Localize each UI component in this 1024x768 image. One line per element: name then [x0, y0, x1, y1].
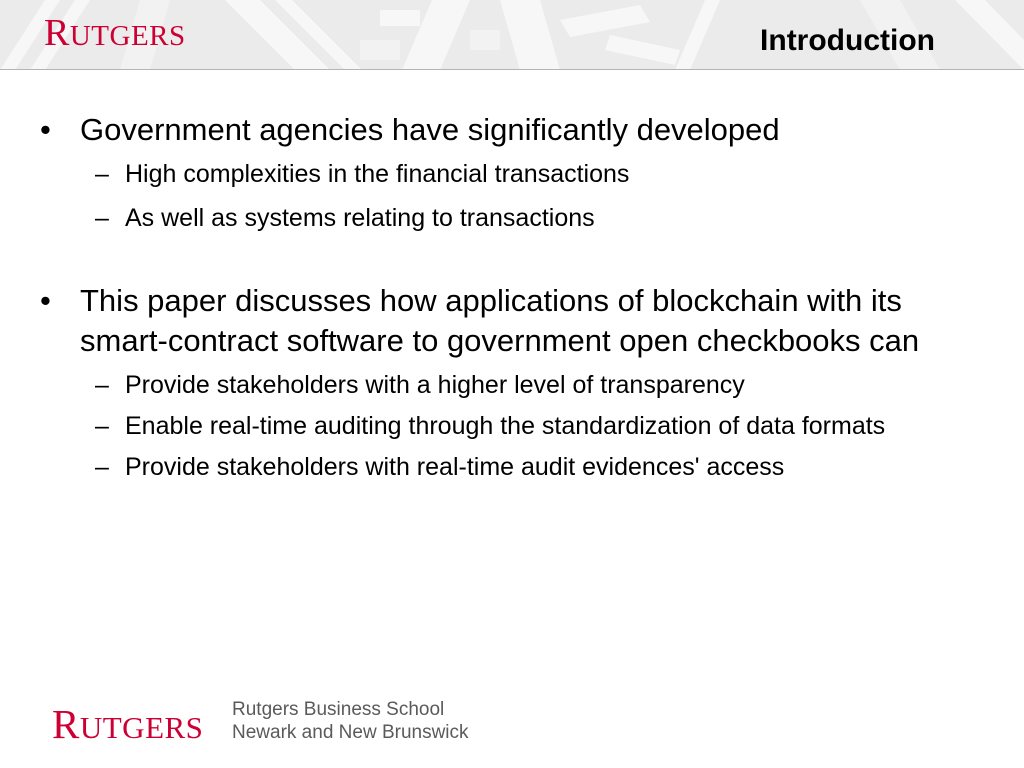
footer-school-name	[232, 698, 469, 744]
sub-bullet-text: Provide stakeholders with real-time audit evidences' access	[125, 453, 785, 481]
sub-bullet-text: High complexities in the financial transactions	[125, 160, 630, 188]
sub-bullet-item	[0, 157, 1024, 191]
bullet-marker: •	[40, 112, 51, 147]
dash-marker: –	[95, 371, 109, 399]
bullet-item	[0, 110, 1024, 150]
sub-bullet-item	[0, 368, 1024, 402]
sub-bullet-text: Provide stakeholders with a higher level of transparency	[125, 371, 745, 399]
dash-marker: –	[95, 453, 109, 481]
header-bar	[0, 0, 1024, 70]
bullet-text: This paper discusses how applications of blockchain with its smart-contract software to government open checkbooks can	[80, 283, 920, 358]
sub-bullet-text: Enable real-time auditing through the standardization of data formats	[125, 412, 886, 440]
dash-marker: –	[95, 412, 109, 440]
dash-marker: –	[95, 160, 109, 188]
bullet-text: Government agencies have significantly developed	[80, 112, 780, 147]
slide-title: Introduction	[760, 24, 935, 57]
sub-bullet-item	[0, 201, 1024, 235]
bullet-item	[0, 281, 1024, 361]
slide-body	[0, 110, 1024, 484]
sub-bullet-item	[0, 409, 1024, 443]
header-divider	[0, 69, 1024, 70]
footer-line-campus: Newark and New Brunswick	[232, 722, 469, 743]
rutgers-logo-footer: RUTGERS	[52, 701, 204, 747]
sub-bullet-text: As well as systems relating to transactions	[125, 204, 595, 232]
bullet-marker: •	[40, 283, 51, 318]
dash-marker: –	[95, 204, 109, 232]
rutgers-logo-top: RUTGERS	[44, 12, 186, 54]
footer-line-school: Rutgers Business School	[232, 699, 445, 720]
sub-bullet-item	[0, 450, 1024, 484]
